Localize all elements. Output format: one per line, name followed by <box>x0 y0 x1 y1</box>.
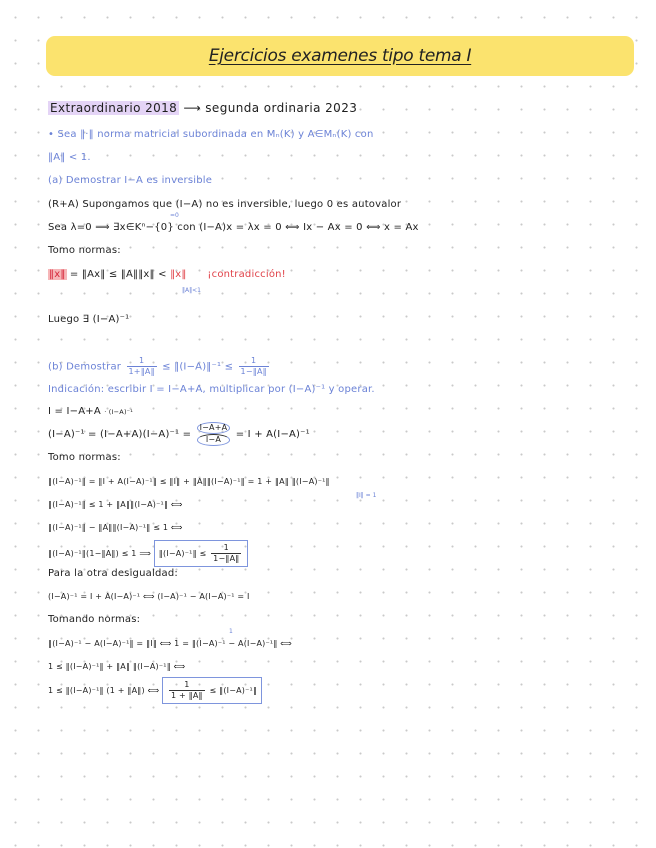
frac1-den: 1+‖A‖ <box>128 367 155 376</box>
part-b-line-3: Tomo normas: <box>48 452 121 463</box>
part-b-line-13a: 1 ≤ ‖(I−A)⁻¹‖ (1 + ‖A‖) ⟺ <box>48 686 160 695</box>
part-b-line-1-note: · (I−A)⁻¹ <box>104 408 134 416</box>
exam-header-left: Extraordinario 2018 <box>50 101 178 115</box>
part-b-line-13 <box>48 677 262 704</box>
part-b-line-11: ‖(I−A)⁻¹ − A(I−A)⁻¹‖ = ‖I‖ ⟺ 1 = ‖(I−A)⁻¹ − A(I−A)⁻¹‖ ⟺ <box>48 639 292 648</box>
part-b-line-1 <box>48 405 133 419</box>
page-title: Ejercicios examenes tipo tema I <box>208 46 472 66</box>
part-b-title-prefix: (b) Demostrar <box>48 361 122 373</box>
statement-line-2: ‖A‖ < 1. <box>48 152 91 163</box>
part-a-line-3: Tomo normas: <box>48 245 121 256</box>
part-b-line-2b: = I + A(I−A)⁻¹ <box>235 429 310 440</box>
result-box-lower-tail: ≤ ‖(I−A)⁻¹‖ <box>209 686 258 695</box>
norm-x-highlight: ‖x‖ <box>49 269 66 280</box>
result-box-upper <box>154 540 249 567</box>
part-b-title <box>48 356 271 377</box>
l7-frac-den: 1−‖A‖ <box>213 554 240 563</box>
part-b-line-4: ‖(I−A)⁻¹‖ = ‖I + A(I−A)⁻¹‖ ≤ ‖I‖ + ‖A‖‖(I−A)⁻¹‖ = 1 + ‖A‖ ‖(I−A)⁻¹‖ <box>48 477 330 486</box>
part-b-line-7 <box>48 540 248 567</box>
part-a-line-1: (R+A) Supongamos que (I−A) no es inversible, luego 0 es autovalor <box>48 199 402 210</box>
frac1-num: 1 <box>139 356 145 365</box>
part-a-line-4-mid: = ‖Ax‖ ≤ ‖A‖‖x‖ < <box>69 269 167 280</box>
result-box-upper-frac <box>211 543 241 564</box>
part-b-line-2 <box>48 422 310 446</box>
part-a-line-4-note: ‖A‖<1 <box>182 287 201 294</box>
l13-frac-den: 1 + ‖A‖ <box>170 691 203 700</box>
part-b-line-1-main: I = I−A+A <box>48 406 101 417</box>
part-b-line-4-note: ‖I‖ = 1 <box>356 492 377 499</box>
result-box-upper-text: ‖(I−A)⁻¹‖ ≤ <box>158 549 207 558</box>
l7-frac-num: 1 <box>223 543 229 552</box>
frac-circled-den: I−A <box>197 434 231 446</box>
part-b-line-11-note: 1 <box>229 628 233 635</box>
norm-x-red: ‖x‖ <box>170 269 187 280</box>
part-b-line-12: 1 ≤ ‖(I−A)⁻¹‖ + ‖A‖ ‖(I−A)⁻¹‖ ⟺ <box>48 662 186 671</box>
frac-circled-num: I−A+A <box>197 422 231 434</box>
part-b-line-2a: (I−A)⁻¹ = (I−A+A)(I−A)⁻¹ = <box>48 429 192 440</box>
part-b-title-mid: ≤ ‖(I−A)‖⁻¹ ≤ <box>162 361 234 373</box>
part-b-line-2-frac <box>197 422 231 446</box>
arrow-icon: ⟶ <box>183 101 202 115</box>
frac2-num: 1 <box>251 356 257 365</box>
exam-header <box>48 101 357 115</box>
part-b-line-7a: ‖(I−A)⁻¹‖(1−‖A‖) ≤ 1 ⟹ <box>48 549 152 558</box>
part-b-title-frac-1 <box>127 356 157 377</box>
part-a-line-5: Luego ∃ (I−A)⁻¹ <box>48 314 130 325</box>
part-a-title: (a) Demostrar I−A es inversible <box>48 175 213 186</box>
part-b-hint: Indicación: escribir I = I−A+A, multiplicar por (I−A)⁻¹ y operar. <box>48 384 375 395</box>
title-banner <box>46 36 634 76</box>
part-b-line-9: (I−A)⁻¹ = I + A(I−A)⁻¹ ⟺ (I−A)⁻¹ − A(I−A)⁻¹ = I <box>48 592 250 601</box>
part-b-line-6: ‖(I−A)⁻¹‖ − ‖A‖‖(I−A)⁻¹‖ ≤ 1 ⟺ <box>48 523 183 532</box>
frac2-den: 1−‖A‖ <box>240 367 267 376</box>
part-a-line-2-note: =0 <box>170 212 179 219</box>
contradiction-label: ¡contradicción! <box>207 269 286 280</box>
part-b-line-10: Tomando normas: <box>48 614 141 625</box>
part-a-line-4 <box>48 268 286 282</box>
part-b-title-frac-2 <box>239 356 269 377</box>
part-b-line-8: Para la otra desigualdad: <box>48 568 178 579</box>
part-a-line-2: Sea λ=0 ⟹ ∃x∈Kⁿ−{0} con (I−A)x = λx = 0 ⟺ Ix − Ax = 0 ⟺ x = Ax <box>48 222 419 233</box>
exam-header-right: segunda ordinaria 2023 <box>205 101 358 115</box>
result-box-lower-frac <box>169 680 205 701</box>
statement-line-1: • Sea ‖·‖ norma matricial subordinada en Mₙ(K) y A∈Mₙ(K) con <box>48 129 374 140</box>
part-b-line-5: ‖(I−A)⁻¹‖ ≤ 1 + ‖A‖‖(I−A)⁻¹‖ ⟺ <box>48 500 183 509</box>
result-box-lower <box>162 677 262 704</box>
l13-frac-num: 1 <box>184 680 190 689</box>
